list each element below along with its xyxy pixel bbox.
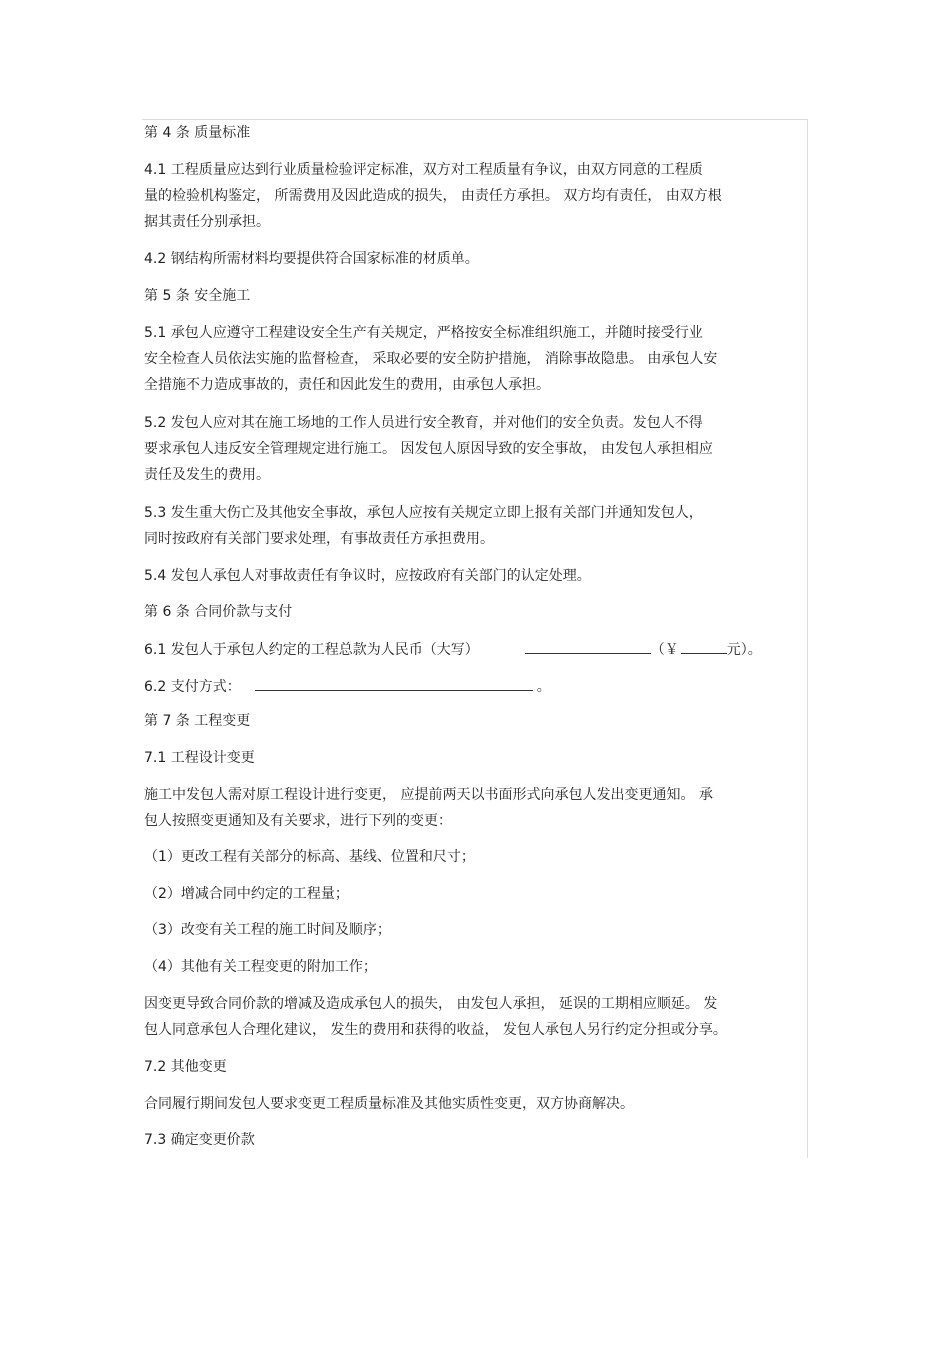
clause-7-1-line-1: 施工中发包人需对原工程设计进行变更， 应提前两天以书面形式向承包人发出变更通知。 承 <box>144 787 713 803</box>
change-item-2: （2）增减合同中约定的工程量； <box>144 886 349 902</box>
article-7-heading: 第 7 条 工程变更 <box>144 713 251 729</box>
clause-5-3-line-1: 5.3 发生重大伤亡及其他安全事故，承包人应按有关规定立即上报有关部门并通知发包人， <box>144 505 703 521</box>
change-item-1: （1）更改工程有关部分的标高、基线、位置和尺寸； <box>144 849 475 865</box>
clause-7-1-line-2: 包人按照变更通知及有关要求，进行下列的变更： <box>144 813 452 829</box>
amount-words-blank <box>525 639 651 654</box>
clause-6-2 <box>144 676 551 697</box>
clause-7-1-tail-line-2: 包人同意承包人合理化建议， 发生的费用和获得的收益， 发包人承包人另行约定分担或分享。 <box>144 1022 727 1038</box>
clause-6-2-text: 6.2 支付方式： <box>144 679 241 695</box>
amount-number-blank <box>681 639 727 654</box>
clause-6-1-open: （￥ <box>650 642 679 658</box>
clause-7-2-body: 合同履行期间发包人要求变更工程质量标准及其他实质性变更，双方协商解决。 <box>144 1096 634 1112</box>
clause-5-2-line-2: 要求承包人违反安全管理规定进行施工。 因发包人原因导致的安全事故， 由发包人承担相应 <box>144 441 713 457</box>
clause-7-2-title: 7.2 其他变更 <box>144 1059 227 1075</box>
clause-7-1-title: 7.1 工程设计变更 <box>144 750 255 766</box>
change-item-3: （3）改变有关工程的施工时间及顺序； <box>144 922 391 938</box>
clause-6-1-text: 6.1 发包人于承包人约定的工程总款为人民币（大写） <box>144 642 479 658</box>
clause-5-2-line-3: 责任及发生的费用。 <box>144 467 270 483</box>
clause-7-1-tail-line-1: 因变更导致合同价款的增减及造成承包人的损失， 由发包人承担， 延误的工期相应顺延。 发 <box>144 996 718 1012</box>
article-5-heading: 第 5 条 安全施工 <box>144 288 251 304</box>
clause-6-2-end: 。 <box>536 679 551 695</box>
article-6-heading: 第 6 条 合同价款与支付 <box>144 604 293 620</box>
clause-5-3-line-2: 同时按政府有关部门要求处理，有事故责任方承担费用。 <box>144 531 494 547</box>
clause-5-2-line-1: 5.2 发包人应对其在施工场地的工作人员进行安全教育，并对他们的安全负责。发包人不得 <box>144 415 703 431</box>
clause-5-4: 5.4 发包人承包人对事故责任有争议时，应按政府有关部门的认定处理。 <box>144 568 591 584</box>
clause-4-1-line-1: 4.1 工程质量应达到行业质量检验评定标准，双方对工程质量有争议，由双方同意的工程质 <box>144 162 703 178</box>
clause-6-1-close: 元）。 <box>726 642 762 658</box>
clause-6-1 <box>144 639 762 660</box>
clause-4-1-line-2: 量的检验机构鉴定， 所需费用及因此造成的损失， 由责任方承担。 双方均有责任， 由双方根 <box>144 188 722 204</box>
clause-5-1-line-2: 安全检查人员依法实施的监督检查， 采取必要的安全防护措施， 消除事故隐患。 由承包人安 <box>144 351 718 367</box>
clause-5-1-line-1: 5.1 承包人应遵守工程建设安全生产有关规定，严格按安全标准组织施工，并随时接受行业 <box>144 325 703 341</box>
clause-7-3-title: 7.3 确定变更价款 <box>144 1132 255 1148</box>
payment-method-blank <box>255 676 533 691</box>
article-4-heading: 第 4 条 质量标准 <box>144 125 251 141</box>
clause-4-2: 4.2 钢结构所需材料均要提供符合国家标准的材质单。 <box>144 251 479 267</box>
clause-4-1-line-3: 据其责任分别承担。 <box>144 214 270 230</box>
change-item-4: （4）其他有关工程变更的附加工作； <box>144 959 377 975</box>
clause-5-1-line-3: 全措施不力造成事故的，责任和因此发生的费用，由承包人承担。 <box>144 377 550 393</box>
